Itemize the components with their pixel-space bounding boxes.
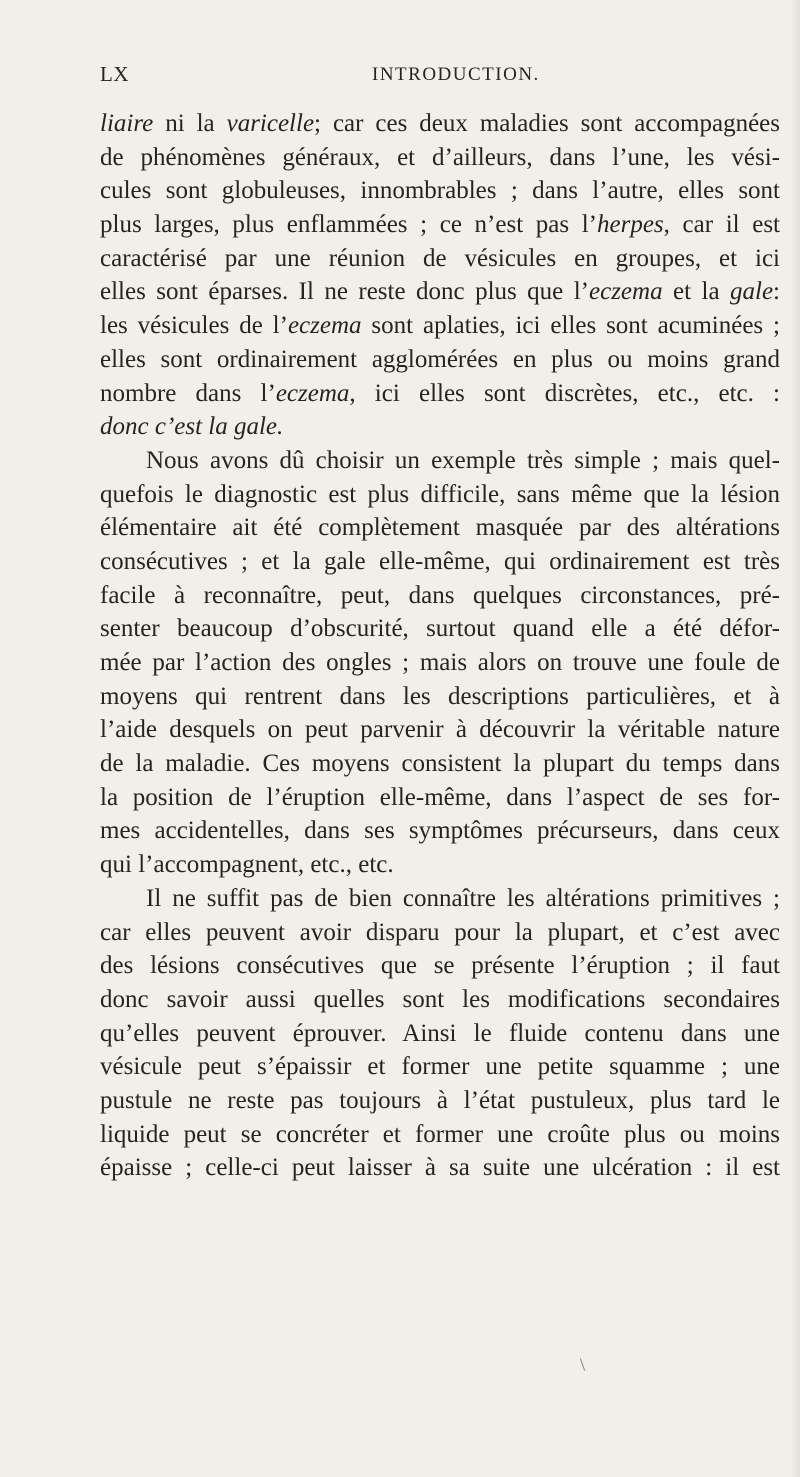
text-line [100,377,780,411]
text-segment: et la [662,278,730,306]
text-line [100,208,780,242]
text-segment: ni la [153,110,227,137]
italic-text-segment: herpes [597,211,664,239]
text-segment: qui l’accompagnent, etc., etc. [100,851,394,879]
text-segment: épaisse ; celle-ci peut laisser à sa suite une ulcération : il est [100,1154,780,1182]
text-line [100,444,780,478]
text-segment: mes accidentelles, dans ses symptômes précurseurs, dans ceux [100,817,780,845]
text-segment: la position de l’éruption elle-même, dans l’aspect de ses for- [100,783,780,811]
text-segment: quefois le diagnostic est plus difficile, sans même que la lésion [100,480,780,508]
italic-text-segment: liaire [100,110,154,137]
text-line [100,141,780,175]
text-line [100,612,780,646]
text-segment: , ici elles sont discrètes, etc., etc. : [349,379,780,407]
text-line [100,848,780,882]
text-line [100,1151,780,1185]
text-line [100,814,780,848]
text-line [100,680,780,714]
text-line [100,478,780,512]
italic-text-segment: eczema [287,312,362,340]
text-line [100,882,780,916]
text-line [100,343,780,377]
text-line [100,545,780,579]
text-segment: plus larges, plus enflammées ; ce n’est pas l’ [100,211,598,239]
text-segment: nombre dans l’ [100,379,276,407]
text-segment: liquide peut se concréter et former une croûte plus ou moins [100,1120,780,1148]
text-segment: vésicule peut s’épaissir et former une petite squamme ; une [100,1053,780,1081]
text-segment: , car il est [663,211,780,239]
text-segment: mée par l’action des ongles ; mais alors on trouve une foule de [100,649,780,676]
text-line [100,983,780,1017]
text-segment: pustule ne reste pas toujours à l’état pustuleux, plus tard le [100,1086,780,1114]
text-segment: facile à reconnaître, peut, dans quelques circonstances, pré- [100,581,780,609]
text-line [100,107,780,141]
text-line [100,747,780,781]
text-line [100,916,780,950]
page-edge-shadow [790,0,800,1477]
text-line [100,1050,780,1084]
text-line [100,511,780,545]
text-segment: qu’elles peuvent éprouver. Ainsi le fluide contenu dans une [100,1019,780,1047]
text-segment: Il ne suffit pas de bien connaître les altérations primitives ; [146,884,780,912]
page-number: LX [100,62,129,86]
body-text [100,107,780,1185]
italic-text-segment: eczema [275,379,350,407]
text-line [100,949,780,983]
text-line [100,1118,780,1152]
text-segment: elles sont éparses. Il ne reste donc plus que l’ [100,278,589,306]
scan-mark [580,1358,585,1371]
text-segment: : [773,278,780,306]
text-segment: ; car ces deux maladies sont accompagnées [314,110,780,137]
text-segment: les vésicules de l’ [100,312,288,340]
italic-text-segment: gale [730,278,774,306]
text-segment: des lésions consécutives que se présente l’éruption ; il faut [100,952,780,980]
text-segment: elles sont ordinairement agglomérées en plus ou moins grand [100,345,780,373]
text-segment: donc savoir aussi quelles sont les modifications secondaires [100,985,780,1013]
text-line [100,781,780,815]
text-line [100,174,780,208]
text-line [100,309,780,343]
text-segment: de phénomènes généraux, et d’ailleurs, dans l’une, les vési- [100,143,780,171]
text-segment: cules sont globuleuses, innombrables ; dans l’autre, elles sont [100,177,780,205]
running-title: INTRODUCTION. [372,64,540,85]
text-segment: caractérisé par une réunion de vésicules en groupes, et ici [100,244,780,272]
text-segment: consécutives ; et la gale elle-même, qui ordinairement est très [100,547,780,575]
text-segment: sont aplaties, ici elles sont acuminées ; [361,312,780,340]
text-line [100,646,780,680]
text-segment: moyens qui rentrent dans les descriptions particulières, et à [100,682,780,710]
text-line [100,579,780,613]
page-header [100,58,780,98]
text-line [100,410,780,444]
text-line [100,275,780,309]
text-line [100,713,780,747]
text-line [100,242,780,276]
text-segment: Nous avons dû choisir un exemple très simple ; mais quel- [146,446,780,474]
italic-text-segment: donc c’est la gale. [100,413,284,441]
text-line [100,1017,780,1051]
text-line [100,1084,780,1118]
text-segment: de la maladie. Ces moyens consistent la plupart du temps dans [100,750,780,778]
text-segment: senter beaucoup d’obscurité, surtout quand elle a été défor- [100,615,780,643]
italic-text-segment: eczema [589,278,663,306]
italic-text-segment: varicelle [226,110,315,137]
text-segment: car elles peuvent avoir disparu pour la plupart, et c’est avec [100,918,780,946]
text-segment: élémentaire ait été complètement masquée par des altérations [100,514,780,542]
text-segment: l’aide desquels on peut parvenir à découvrir la véritable nature [100,716,780,744]
